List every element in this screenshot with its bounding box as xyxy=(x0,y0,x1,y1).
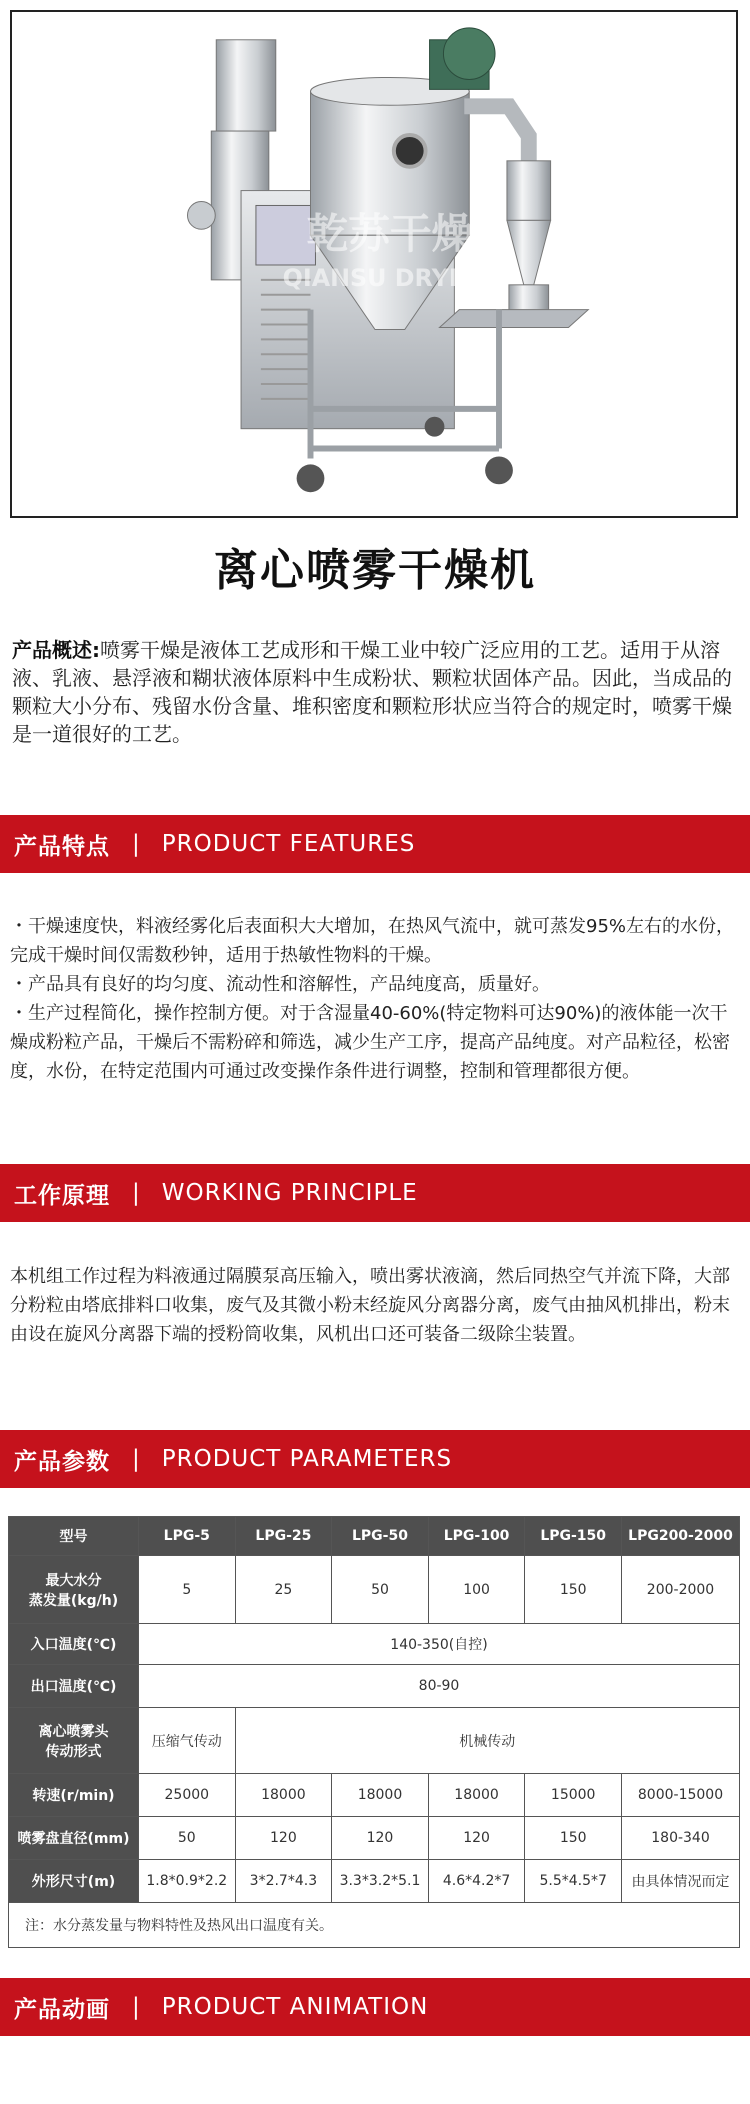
table-note-row xyxy=(9,1903,740,1948)
product-photo xyxy=(10,10,738,518)
table-cell: 18000 xyxy=(428,1774,525,1817)
table-row xyxy=(9,1708,740,1774)
table-header-cell: LPG-25 xyxy=(235,1517,332,1556)
overview-label: 产品概述: xyxy=(12,638,100,662)
section-title-cn: 产品特点 xyxy=(14,833,110,860)
table-row xyxy=(9,1817,740,1860)
section-header-animation xyxy=(0,1978,750,2036)
table-cell: 100 xyxy=(428,1556,525,1624)
table-cell: 18000 xyxy=(332,1774,429,1817)
feature-item: ・生产过程简化，操作控制方便。对于含湿量40-60%(特定物料可达90%)的液体能一次干燥成粉粒产品，干燥后不需粉碎和筛选，减少生产工序，提高产品纯度。对产品粒径，松密度，水份，在特定范围内可通过改变操作条件进行调整，控制和管理都很方便。 xyxy=(10,1003,730,1082)
table-cell: 120 xyxy=(332,1817,429,1860)
principle-text xyxy=(10,1262,740,1349)
section-title-cn: 工作原理 xyxy=(14,1182,110,1209)
features-list xyxy=(10,912,740,1086)
row-label: 离心喷雾头 传动形式 xyxy=(9,1708,139,1774)
table-row xyxy=(9,1860,740,1903)
section-title-en: PRODUCT FEATURES xyxy=(161,831,416,857)
table-header-row xyxy=(9,1517,740,1556)
table-cell: 机械传动 xyxy=(235,1708,739,1774)
table-header-cell: LPG-50 xyxy=(332,1517,429,1556)
row-label: 转速(r/min) xyxy=(9,1774,139,1817)
section-title-cn: 产品参数 xyxy=(14,1448,110,1475)
table-cell: 3*2.7*4.3 xyxy=(235,1860,332,1903)
table-header-cell: LPG-5 xyxy=(139,1517,236,1556)
table-cell: 50 xyxy=(139,1817,236,1860)
row-label: 最大水分 蒸发量(kg/h) xyxy=(9,1556,139,1624)
table-cell: 5.5*4.5*7 xyxy=(525,1860,622,1903)
section-title-en: PRODUCT ANIMATION xyxy=(161,1994,429,2020)
table-cell: 压缩气传动 xyxy=(139,1708,236,1774)
watermark-cn: 乾苏干燥 xyxy=(306,209,474,259)
table-row xyxy=(9,1774,740,1817)
table-cell: 4.6*4.2*7 xyxy=(428,1860,525,1903)
section-header-features xyxy=(0,815,750,873)
table-cell: 180-340 xyxy=(622,1817,740,1860)
feature-item: ・干燥速度快，料液经雾化后表面积大大增加，在热风气流中，就可蒸发95%左右的水份，完成干燥时间仅需数秒钟，适用于热敏性物料的干燥。 xyxy=(10,916,735,966)
parameters-table xyxy=(8,1516,740,1948)
row-label: 喷雾盘直径(mm) xyxy=(9,1817,139,1860)
table-cell: 150 xyxy=(525,1556,622,1624)
table-cell: 1.8*0.9*2.2 xyxy=(139,1860,236,1903)
watermark-en: QIANSU DRYING xyxy=(282,263,498,292)
table-cell: 50 xyxy=(332,1556,429,1624)
table-row xyxy=(9,1556,740,1624)
product-overview xyxy=(12,636,738,748)
table-cell: 8000-15000 xyxy=(622,1774,740,1817)
table-cell: 15000 xyxy=(525,1774,622,1817)
section-title-en: WORKING PRINCIPLE xyxy=(161,1180,418,1206)
section-title-cn: 产品动画 xyxy=(14,1996,110,2023)
section-separator: | xyxy=(132,1446,140,1472)
table-note: 注：水分蒸发量与物料特性及热风出口温度有关。 xyxy=(9,1903,740,1948)
section-separator: | xyxy=(132,831,140,857)
table-header-cell: LPG-150 xyxy=(525,1517,622,1556)
table-cell: 80-90 xyxy=(139,1665,740,1708)
table-cell: 3.3*3.2*5.1 xyxy=(332,1860,429,1903)
principle-paragraph: 本机组工作过程为料液通过隔膜泵高压输入，喷出雾状液滴，然后同热空气并流下降，大部分粉粒由塔底排料口收集，废气及其微小粉末经旋风分离器分离，废气由抽风机排出，粉末由设在旋风分离器下端的授粉筒收集，风机出口还可装备二级除尘装置。 xyxy=(10,1266,730,1345)
section-header-principle xyxy=(0,1164,750,1222)
table-cell: 25 xyxy=(235,1556,332,1624)
row-label: 入口温度(℃) xyxy=(9,1624,139,1665)
table-cell: 由具体情况而定 xyxy=(622,1860,740,1903)
table-cell: 120 xyxy=(428,1817,525,1860)
feature-item: ・产品具有良好的均匀度、流动性和溶解性，产品纯度高，质量好。 xyxy=(10,974,550,995)
table-header-cell: 型号 xyxy=(9,1517,139,1556)
table-cell: 200-2000 xyxy=(622,1556,740,1624)
section-title-en: PRODUCT PARAMETERS xyxy=(161,1446,453,1472)
page-title: 离心喷雾干燥机 xyxy=(214,545,536,596)
table-cell: 25000 xyxy=(139,1774,236,1817)
row-label: 出口温度(℃) xyxy=(9,1665,139,1708)
section-header-parameters xyxy=(0,1430,750,1488)
overview-text: 喷雾干燥是液体工艺成形和干燥工业中较广泛应用的工艺。适用于从溶液、乳液、悬浮液和糊状液体原料中生成粉状、颗粒状固体产品。因此，当成品的颗粒大小分布、残留水份含量、堆积密度和颗粒形状应当符合的规定时，喷雾干燥是一道很好的工艺。 xyxy=(12,638,732,746)
table-header-cell: LPG200-2000 xyxy=(622,1517,740,1556)
row-label: 外形尺寸(m) xyxy=(9,1860,139,1903)
table-cell: 5 xyxy=(139,1556,236,1624)
table-cell: 150 xyxy=(525,1817,622,1860)
table-header-cell: LPG-100 xyxy=(428,1517,525,1556)
table-cell: 120 xyxy=(235,1817,332,1860)
section-separator: | xyxy=(132,1180,140,1206)
section-separator: | xyxy=(132,1994,140,2020)
table-cell: 18000 xyxy=(235,1774,332,1817)
table-row xyxy=(9,1624,740,1665)
table-row xyxy=(9,1665,740,1708)
spray-dryer-illustration xyxy=(12,12,736,516)
table-cell: 140-350(自控) xyxy=(139,1624,740,1665)
